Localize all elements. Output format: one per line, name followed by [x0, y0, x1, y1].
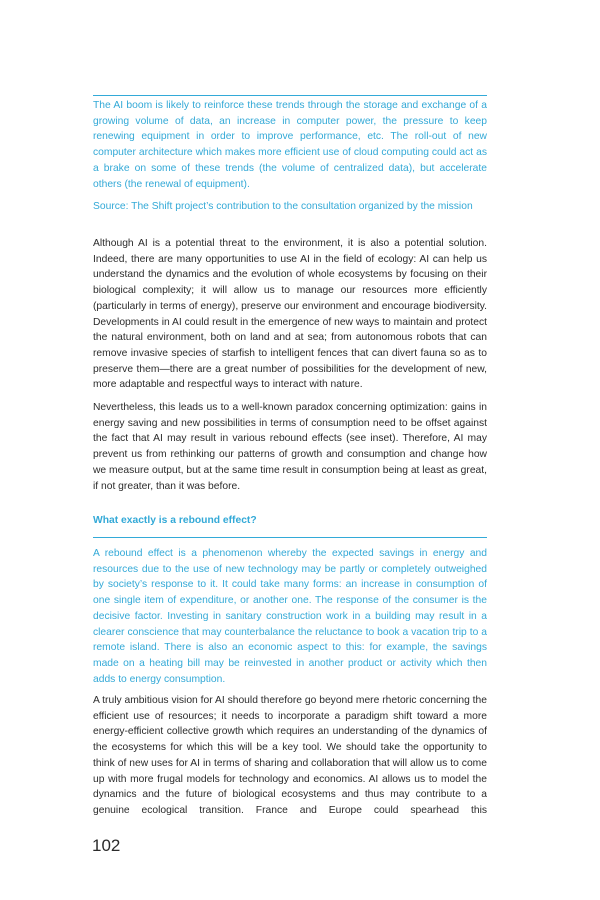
inset-rebound-effect — [93, 514, 487, 687]
paragraph: Nevertheless, this leads us to a well-known paradox concerning optimization: gains in energy saving and new possibilities in terms of consumption need to be offset against the fact that AI may result in various rebound effects (see inset). Therefore, AI may prevent us from rethinking our patterns of growth and consumption and change how we measure output, but at the same time result in consumption being at least as great, if not greater, than it was before. — [93, 402, 487, 492]
inset-body: The AI boom is likely to reinforce these trends through the storage and exchange of a growing volume of data, an increase in computer power, the pressure to keep renewing equipment in order to improve performance, etc. The roll-out of new computer architecture which makes more efficient use of cloud computing could act as a brake on some of these trends (the volume of centralized data), but accelerate others (the renewal of equipment). — [93, 100, 487, 190]
inset-top-rule — [93, 95, 487, 96]
main-text — [93, 236, 487, 494]
page-number: 102 — [92, 836, 121, 855]
inset-body: A rebound effect is a phenomenon whereby the expected savings in energy and resources due to the use of new technology may be partly or completely outweighed by society’s response to it. It could take many forms: an increase in consumption of one single item of expenditure, or another one. The response of the consumer is the decisive factor. Investing in sanitary construction work in a building may result in a clearer conscience that may counterbalance the reluctance to book a vacation trip to a remote island. There is also an economic aspect to this: for example, the savings made on a heating bill may be reinvested in another product or activity which then adds to energy consumption. — [93, 548, 487, 685]
inset-heading: What exactly is a rebound effect? — [93, 515, 257, 526]
inset-heading-rule — [93, 537, 487, 538]
inset-ai-boom — [93, 95, 487, 215]
closing-text — [93, 693, 487, 819]
paragraph: Although AI is a potential threat to the environment, it is also a potential solution. Indeed, there are many opportunities to use AI in the field of ecology: AI can help us understand the dynamics and the evolution of whole ecosystems by focusing on their biological complexity; it will allow us to manage our resources more efficiently (particularly in terms of energy), preserve our environment and encourage biodiversity. Developments in AI could result in the emergence of new ways to maintain and protect the natural environment, both on land and at sea; from autonomous robots that can remove invasive species of starfish to intelligent fences that can divert fauna so as to preserve them—there are a great number of possibilities for the development of new, more adaptable and respectful ways to interact with nature. — [93, 238, 487, 391]
inset-source: Source: The Shift project’s contribution to the consultation organized by the mission — [93, 201, 473, 213]
paragraph: A truly ambitious vision for AI should therefore go beyond mere rhetoric concerning the efficient use of resources; it needs to incorporate a paradigm shift toward a more energy-efficient collective growth which requires an understanding of the dynamics of the ecosystems for which this will be a key tool. We should take the opportunity to think of new uses for AI in terms of sharing and collaboration that will allow us to come up with more frugal models for technology and economics. AI allows us to model the dynamics and the future of biological ecosystems and thus may contribute to a genuine ecological transition. France and Europe could spearhead this — [93, 695, 487, 816]
